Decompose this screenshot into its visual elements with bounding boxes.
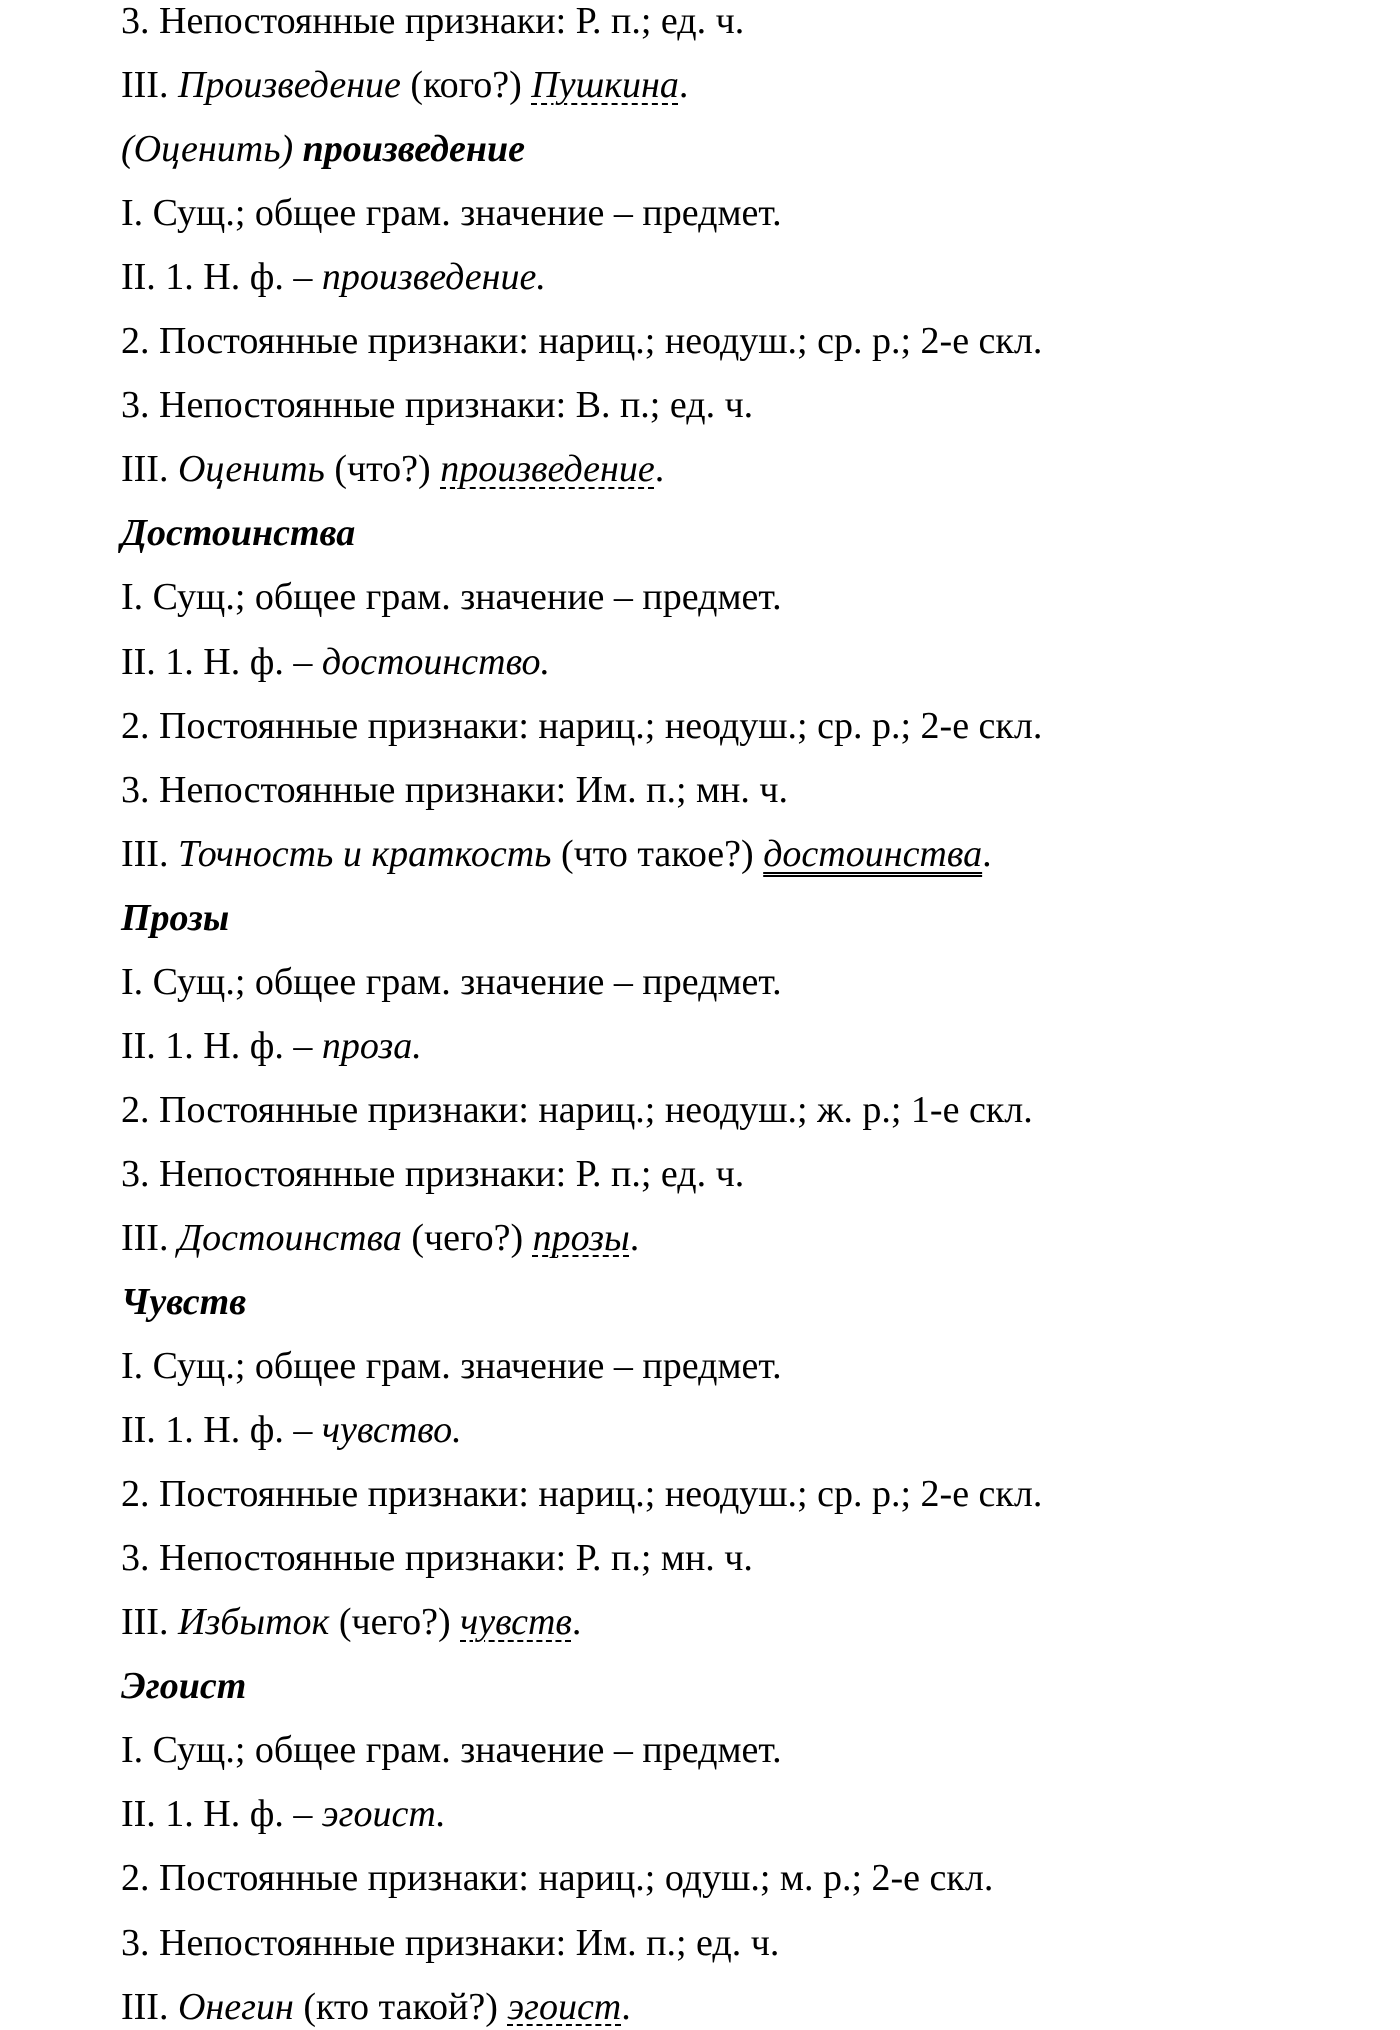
line-text: I. Сущ.; общее грам. значение – предмет. <box>121 1345 782 1388</box>
line-prefix: III. <box>121 832 178 875</box>
head-word: Точность и краткость <box>177 832 552 875</box>
syntactic-role-line <box>121 1984 631 2030</box>
line-text: 3. Непостоянные признаки: В. п.; ед. ч. <box>121 384 754 427</box>
word-heading <box>121 510 355 556</box>
line-prefix: III. <box>121 64 178 107</box>
head-word: Избыток <box>177 1601 330 1644</box>
line-text: 2. Постоянные признаки: нариц.; неодуш.; ср. р.; 2-е скл. <box>121 1473 1043 1516</box>
question: (кто такой?) <box>293 1985 508 2028</box>
initial-form-line <box>121 1791 446 1837</box>
line-suffix: . <box>654 448 665 491</box>
line-text: I. Сущ.; общее грам. значение – предмет. <box>121 576 782 619</box>
dependent-word: эгоист <box>507 1985 622 2028</box>
word-heading <box>121 1279 246 1325</box>
initial-form-word: произведение. <box>321 256 546 299</box>
analysis-line <box>121 1343 782 1389</box>
word-heading <box>121 1663 246 1709</box>
line-text: I. Сущ.; общее грам. значение – предмет. <box>121 960 782 1003</box>
analysis-line <box>121 0 744 44</box>
line-prefix: II. 1. Н. ф. – <box>121 256 322 299</box>
question: (что такое?) <box>551 832 764 875</box>
line-text: 3. Непостоянные признаки: Им. п.; ед. ч. <box>121 1921 780 1964</box>
syntactic-role-line <box>121 446 664 492</box>
initial-form-line <box>121 254 546 300</box>
line-text: I. Сущ.; общее грам. значение – предмет. <box>121 192 782 235</box>
syntactic-role-line <box>121 62 688 108</box>
heading-text: Эгоист <box>121 1665 247 1708</box>
line-suffix: . <box>678 64 689 107</box>
heading-text: Прозы <box>121 896 230 939</box>
dependent-word: чувств <box>460 1601 572 1644</box>
analysis-line <box>121 1535 753 1581</box>
analysis-line <box>121 382 753 428</box>
analysis-line <box>121 318 1042 364</box>
head-word: Оценить <box>177 448 325 491</box>
line-text: 3. Непостоянные признаки: Им. п.; мн. ч. <box>121 768 789 811</box>
line-prefix: II. 1. Н. ф. – <box>121 1409 322 1452</box>
line-suffix: . <box>621 1985 631 2028</box>
initial-form-line <box>121 639 550 685</box>
analysis-line <box>121 1727 782 1773</box>
line-text: 2. Постоянные признаки: нариц.; неодуш.; ср. р.; 2-е скл. <box>121 320 1043 363</box>
analysis-line <box>121 703 1042 749</box>
syntactic-role-line <box>121 1599 581 1645</box>
word-heading <box>121 895 229 941</box>
head-word: Достоинства <box>177 1216 402 1259</box>
line-suffix: . <box>571 1601 582 1644</box>
line-prefix: II. 1. Н. ф. – <box>121 1793 322 1836</box>
line-prefix: III. <box>121 1601 178 1644</box>
line-text: 2. Постоянные признаки: нариц.; неодуш.; ср. р.; 2-е скл. <box>121 704 1043 747</box>
word-heading <box>121 126 525 172</box>
analysis-line <box>121 959 782 1005</box>
heading-text: произведение <box>293 128 525 171</box>
line-suffix: . <box>629 1216 640 1259</box>
initial-form-line <box>121 1023 422 1069</box>
initial-form-word: проза. <box>321 1024 422 1067</box>
initial-form-word: эгоист. <box>321 1793 446 1836</box>
line-prefix: III. <box>121 1985 178 2028</box>
line-prefix: III. <box>121 448 178 491</box>
heading-text: Достоинства <box>121 512 356 555</box>
question: (что?) <box>324 448 441 491</box>
analysis-line <box>121 1920 779 1966</box>
line-text: I. Сущ.; общее грам. значение – предмет. <box>121 1729 782 1772</box>
line-suffix: . <box>982 832 992 875</box>
analysis-line <box>121 1471 1042 1517</box>
question: (чего?) <box>401 1216 533 1259</box>
question: (кого?) <box>400 64 532 107</box>
heading-text: Чувств <box>121 1281 247 1323</box>
syntactic-role-line <box>121 1215 639 1261</box>
initial-form-word: чувство. <box>321 1409 462 1452</box>
analysis-line <box>121 1855 993 1901</box>
question: (чего?) <box>329 1601 461 1644</box>
dependent-word: достоинства <box>763 832 983 875</box>
heading-context: (Оценить) <box>121 128 294 171</box>
initial-form-word: достоинство. <box>321 640 551 683</box>
line-prefix: II. 1. Н. ф. – <box>121 640 322 683</box>
line-text: 2. Постоянные признаки: нариц.; одуш.; м. р.; 2-е скл. <box>121 1857 994 1900</box>
head-word: Произведение <box>177 64 401 107</box>
dependent-word: прозы <box>532 1216 630 1259</box>
line-prefix: III. <box>121 1216 178 1259</box>
initial-form-line <box>121 1407 462 1453</box>
syntactic-role-line <box>121 831 992 877</box>
line-text: 2. Постоянные признаки: нариц.; неодуш.; ж. р.; 1-е скл. <box>121 1088 1033 1131</box>
line-text: 3. Непостоянные признаки: Р. п.; ед. ч. <box>121 0 745 42</box>
line-prefix: II. 1. Н. ф. – <box>121 1024 322 1067</box>
dependent-word: Пушкина <box>531 64 679 107</box>
line-text: 3. Непостоянные признаки: Р. п.; мн. ч. <box>121 1537 753 1580</box>
analysis-line <box>121 1151 744 1197</box>
head-word: Онегин <box>177 1985 294 2028</box>
analysis-line <box>121 574 782 620</box>
analysis-line <box>121 767 788 813</box>
dependent-word: произведение <box>440 448 655 491</box>
line-text: 3. Непостоянные признаки: Р. п.; ед. ч. <box>121 1152 745 1195</box>
analysis-line <box>121 1087 1033 1133</box>
analysis-line <box>121 190 782 236</box>
